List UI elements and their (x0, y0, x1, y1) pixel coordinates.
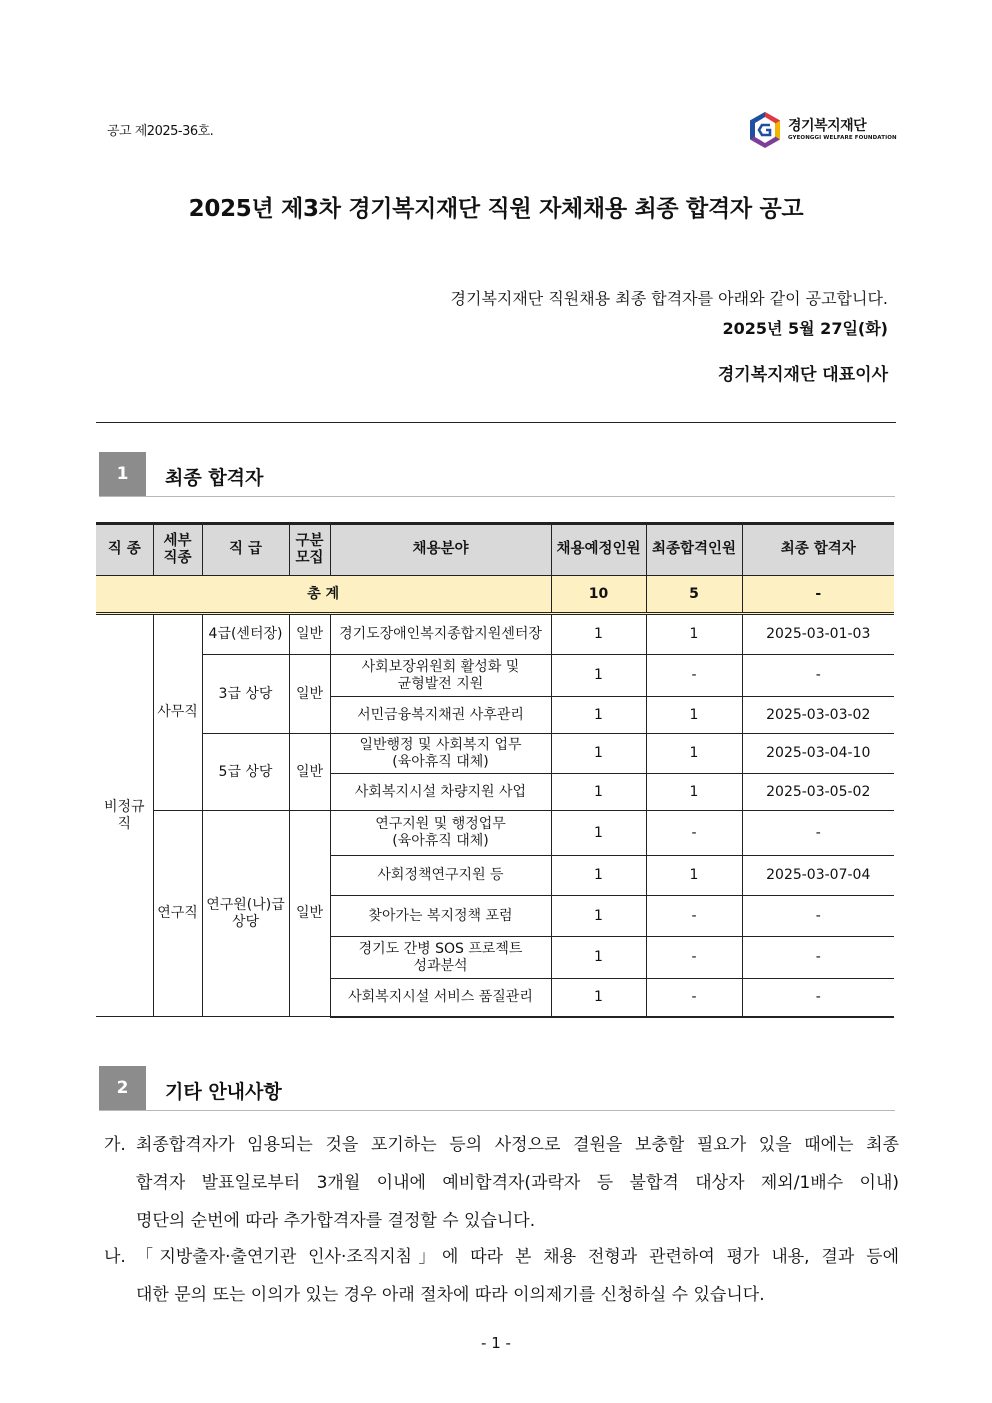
planned-cell: 1 (551, 896, 646, 937)
recruit-cell: 일반 (289, 614, 330, 655)
table-row (96, 655, 894, 697)
recruit-cell: 일반 (289, 734, 330, 811)
field-cell: 경기도장애인복지종합지원센터장 (330, 614, 551, 655)
note-item-a (104, 1126, 899, 1240)
hired-cell: 1 (646, 774, 742, 811)
divider (96, 422, 896, 423)
sub-type-research: 연구직 (153, 811, 202, 1017)
final-results-table (96, 522, 894, 1018)
table-row (96, 811, 894, 856)
hired-cell: - (646, 979, 742, 1017)
result-cell: - (742, 896, 894, 937)
planned-cell: 1 (551, 774, 646, 811)
foundation-logo (748, 110, 898, 150)
note-item-b (104, 1238, 899, 1314)
planned-cell: 1 (551, 614, 646, 655)
hired-cell: - (646, 655, 742, 697)
section-title: 기타 안내사항 (165, 1081, 282, 1103)
header-planned: 채용예정인원 (551, 524, 646, 576)
grade-cell: 5급 상당 (202, 734, 289, 811)
result-cell: - (742, 937, 894, 979)
note-line: 최종합격자가 임용되는 것을 포기하는 등의 사정으로 결원을 보충할 필요가 있을 때에는 최종 (136, 1135, 899, 1155)
issuer: 경기복지재단 대표이사 (717, 365, 888, 385)
planned-cell: 1 (551, 697, 646, 734)
header-result: 최종 합격자 (742, 524, 894, 576)
result-cell: 2025-03-03-02 (742, 697, 894, 734)
logo-subtitle: GYEONGGI WELFARE FOUNDATION (788, 134, 897, 141)
total-row (96, 576, 894, 614)
table-header-row (96, 524, 894, 576)
recruit-cell: 일반 (289, 811, 330, 1017)
header-recruit-type: 구분 모집 (289, 524, 330, 576)
result-cell: 2025-03-05-02 (742, 774, 894, 811)
result-cell: 2025-03-01-03 (742, 614, 894, 655)
result-cell: - (742, 655, 894, 697)
hired-cell: 1 (646, 856, 742, 896)
section-number-badge: 2 (99, 1066, 146, 1110)
result-cell: - (742, 811, 894, 856)
header-field: 채용분야 (330, 524, 551, 576)
notice-number: 공고 제2025-36호. (107, 124, 214, 139)
field-cell: 경기도 간병 SOS 프로젝트 성과분석 (330, 937, 551, 979)
grade-cell: 연구원(나)급 상당 (202, 811, 289, 1017)
planned-cell: 1 (551, 655, 646, 697)
note-line: 대한 문의 또는 이의가 있는 경우 아래 절차에 따라 이의제기를 신청하실 수 있습니다. (136, 1285, 765, 1305)
table-row (96, 614, 894, 655)
section-heading-2 (99, 1066, 895, 1111)
note-label: 나. (104, 1247, 126, 1267)
note-label: 가. (104, 1135, 126, 1155)
total-hired: 5 (646, 576, 742, 614)
recruit-cell: 일반 (289, 655, 330, 734)
section-heading-1 (99, 452, 895, 497)
result-cell: - (742, 979, 894, 1017)
field-cell: 사회보장위원회 활성화 및 균형발전 지원 (330, 655, 551, 697)
field-cell: 사회복지시설 차량지원 사업 (330, 774, 551, 811)
hired-cell: 1 (646, 697, 742, 734)
total-result: - (742, 576, 894, 614)
field-cell: 서민금융복지채권 사후관리 (330, 697, 551, 734)
page-title: 2025년 제3차 경기복지재단 직원 자체채용 최종 합격자 공고 (188, 196, 804, 222)
field-cell: 일반행정 및 사회복지 업무 (육아휴직 대체) (330, 734, 551, 774)
logo-mark-icon (748, 111, 782, 149)
planned-cell: 1 (551, 734, 646, 774)
field-cell: 사회정책연구지원 등 (330, 856, 551, 896)
grade-cell: 3급 상당 (202, 655, 289, 734)
table-row (96, 734, 894, 774)
planned-cell: 1 (551, 937, 646, 979)
total-label: 총 계 (96, 576, 551, 614)
header-job-type: 직 종 (96, 524, 153, 576)
total-planned: 10 (551, 576, 646, 614)
header-grade: 직 급 (202, 524, 289, 576)
header-sub-type: 세부 직종 (153, 524, 202, 576)
hired-cell: - (646, 811, 742, 856)
grade-cell: 4급(센터장) (202, 614, 289, 655)
result-cell: 2025-03-07-04 (742, 856, 894, 896)
field-cell: 찾아가는 복지정책 포럼 (330, 896, 551, 937)
hired-cell: - (646, 937, 742, 979)
field-cell: 연구지원 및 행정업무 (육아휴직 대체) (330, 811, 551, 856)
result-cell: 2025-03-04-10 (742, 734, 894, 774)
logo-name: 경기복지재단 (788, 117, 867, 134)
hired-cell: 1 (646, 614, 742, 655)
planned-cell: 1 (551, 856, 646, 896)
note-line: 명단의 순번에 따라 추가합격자를 결정할 수 있습니다. (136, 1211, 536, 1231)
field-cell: 사회복지시설 서비스 품질관리 (330, 979, 551, 1017)
note-line: 「지방출자·출연기관 인사·조직지침」에 따라 본 채용 전형과 관련하여 평가 내용, 결과 등에 (136, 1247, 899, 1267)
header-hired: 최종합격인원 (646, 524, 742, 576)
section-title: 최종 합격자 (165, 467, 264, 489)
intro-text: 경기복지재단 직원채용 최종 합격자를 아래와 같이 공고합니다. (450, 289, 888, 308)
job-type-cell: 비정규직 (96, 614, 153, 1017)
notice-date: 2025년 5월 27일(화) (722, 319, 888, 338)
page-number: - 1 - (481, 1334, 511, 1352)
hired-cell: 1 (646, 734, 742, 774)
section-number-badge: 1 (99, 452, 146, 496)
planned-cell: 1 (551, 811, 646, 856)
sub-type-office: 사무직 (153, 614, 202, 811)
planned-cell: 1 (551, 979, 646, 1017)
note-line: 합격자 발표일로부터 3개월 이내에 예비합격자(과락자 등 불합격 대상자 제외/1배수 이내) (136, 1173, 899, 1193)
hired-cell: - (646, 896, 742, 937)
